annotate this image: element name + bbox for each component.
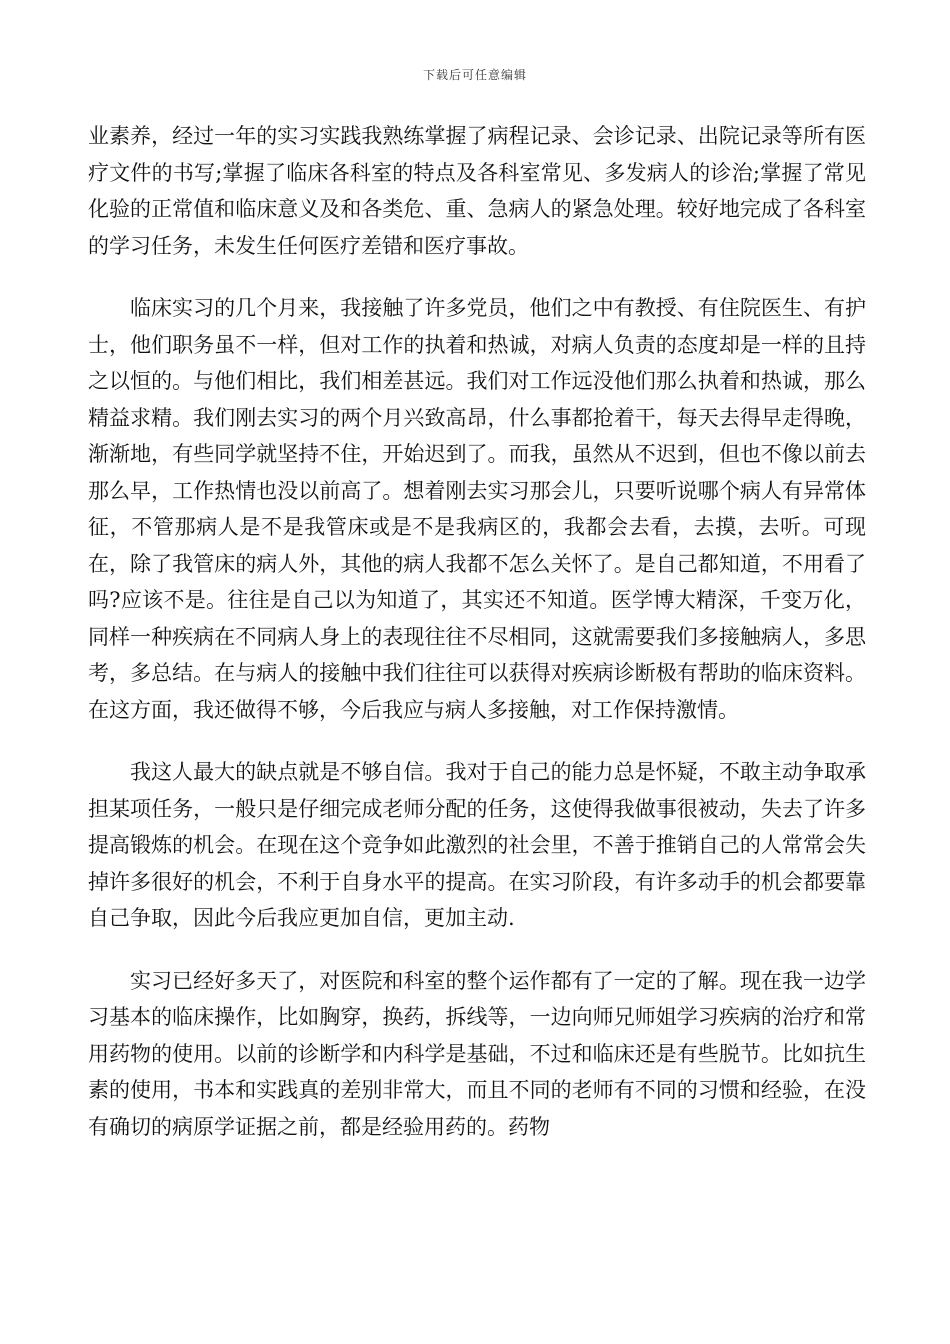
header-note: 下载后可任意编辑 <box>422 68 527 82</box>
paragraph: 临床实习的几个月来，我接触了许多党员，他们之中有教授、有住院医生、有护士，他们职务虽不一样，但对工作的执着和热诚，对病人负责的态度却是一样的且持之以恒的。与他们相比，我们相差甚远。我们对工作远没他们那么执着和热诚，那么精益求精。我们刚去实习的两个月兴致高昂，什么事都抢着干，每天去得早走得晚，渐渐地，有些同学就坚持不住，开始迟到了。而我，虽然从不迟到，但也不像以前去那么早，工作热情也没以前高了。想着刚去实习那会儿，只要听说哪个病人有异常体征，不管那病人是不是我管床或是不是我病区的，我都会去看，去摸，去听。可现在，除了我管床的病人外，其他的病人我都不怎么关怀了。是自己都知道，不用看了吗?应该不是。往往是自己以为知道了，其实还不知道。医学博大精深，千变万化，同样一种疾病在不同病人身上的表现往往不尽相同，这就需要我们多接触病人，多思考，多总结。在与病人的接触中我们往往可以获得对疾病诊断极有帮助的临床资料。在这方面，我还做得不够，今后我应与病人多接触，对工作保持激情。 <box>88 296 866 722</box>
paragraph: 实习已经好多天了，对医院和科室的整个运作都有了一定的了解。现在我一边学习基本的临床操作，比如胸穿，换药，拆线等，一边向师兄师姐学习疾病的治疗和常用药物的使用。以前的诊断学和内科学是基础，不过和临床还是有些脱节。比如抗生素的使用，书本和实践真的差别非常大，而且不同的老师有不同的习惯和经验，在没有确切的病原学证据之前，都是经验用药的。药物 <box>88 968 866 1139</box>
document-body <box>88 118 866 1171</box>
paragraph: 业素养，经过一年的实习实践我熟练掌握了病程记录、会诊记录、出院记录等所有医疗文件的书写;掌握了临床各科室的特点及各科室常见、多发病人的诊治;掌握了常见化验的正常值和临床意义及和各类危、重、急病人的紧急处理。较好地完成了各科室的学习任务，未发生任何医疗差错和医疗事故。 <box>88 124 866 258</box>
paragraph: 我这人最大的缺点就是不够自信。我对于自己的能力总是怀疑，不敢主动争取承担某项任务，一般只是仔细完成老师分配的任务，这使得我做事很被动，失去了许多提高锻炼的机会。在现在这个竞争如此激烈的社会里，不善于推销自己的人常常会失掉许多很好的机会，不利于自身水平的提高。在实习阶段，有许多动手的机会都要靠自己争取，因此今后我应更加自信，更加主动. <box>88 760 866 930</box>
